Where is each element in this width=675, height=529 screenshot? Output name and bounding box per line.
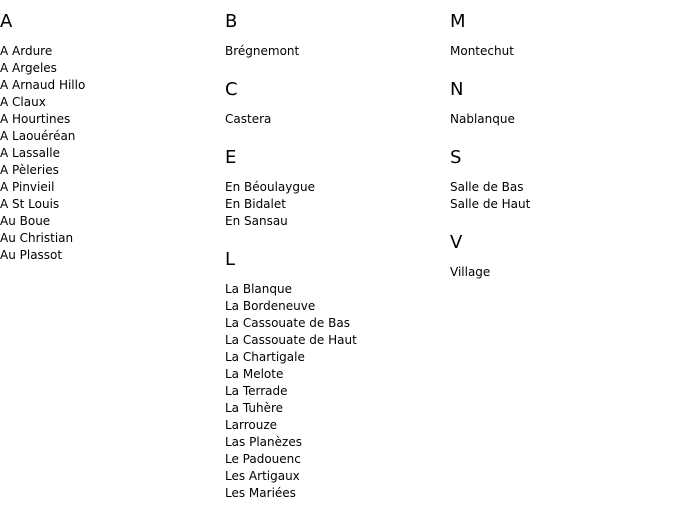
place-list-item [225, 43, 445, 60]
place-link-montechut[interactable]: Montechut [450, 44, 514, 58]
place-link-en-beoulaygue[interactable]: En Béoulaygue [225, 180, 315, 194]
place-list-item [0, 230, 220, 247]
place-link-nablanque[interactable]: Nablanque [450, 112, 515, 126]
place-list [225, 43, 445, 60]
place-link-larrouze[interactable]: Larrouze [225, 418, 278, 432]
place-link-village[interactable]: Village [450, 265, 491, 279]
place-list [225, 179, 445, 230]
index-column-3 [450, 9, 670, 298]
place-list-item [225, 213, 445, 230]
place-list-item [225, 417, 445, 434]
letter-group-s [450, 145, 670, 213]
place-list-item [225, 434, 445, 451]
place-link-la-cassouate-de-haut[interactable]: La Cassouate de Haut [225, 333, 357, 347]
letter-group-b [225, 9, 445, 60]
place-list-item [225, 196, 445, 213]
place-list [450, 264, 670, 281]
place-link-a-ardure[interactable]: A Ardure [0, 44, 53, 58]
place-list-item [0, 128, 220, 145]
letter-group-m [450, 9, 670, 60]
place-link-las-planezes[interactable]: Las Planèzes [225, 435, 302, 449]
letter-heading: B [225, 11, 238, 32]
letter-group-l [225, 247, 445, 502]
place-link-castera[interactable]: Castera [225, 112, 272, 126]
place-link-a-claux[interactable]: A Claux [0, 95, 46, 109]
letter-group-n [450, 77, 670, 128]
place-list-item [225, 468, 445, 485]
place-list-item [450, 43, 670, 60]
place-link-a-arnaud-hillo[interactable]: A Arnaud Hillo [0, 78, 86, 92]
letter-group-v [450, 230, 670, 281]
letter-group-e [225, 145, 445, 230]
place-link-les-artigaux[interactable]: Les Artigaux [225, 469, 300, 483]
place-list-item [225, 332, 445, 349]
letter-group-c [225, 77, 445, 128]
place-link-au-plassot[interactable]: Au Plassot [0, 248, 63, 262]
letter-heading: V [450, 232, 463, 253]
place-list [450, 179, 670, 213]
place-list-item [0, 196, 220, 213]
place-list-item [225, 383, 445, 400]
place-link-la-bordeneuve[interactable]: La Bordeneuve [225, 299, 316, 313]
place-list-item [225, 400, 445, 417]
place-list-item [0, 179, 220, 196]
place-list-item [0, 77, 220, 94]
place-link-la-cassouate-de-bas[interactable]: La Cassouate de Bas [225, 316, 350, 330]
place-link-en-sansau[interactable]: En Sansau [225, 214, 288, 228]
place-list-item [0, 111, 220, 128]
place-list-item [450, 264, 670, 281]
place-list-item [450, 196, 670, 213]
place-link-la-blanque[interactable]: La Blanque [225, 282, 292, 296]
place-link-la-terrade[interactable]: La Terrade [225, 384, 288, 398]
place-list-item [225, 349, 445, 366]
place-list [0, 43, 220, 264]
place-list-item [0, 43, 220, 60]
letter-heading: M [450, 11, 466, 32]
place-link-la-melote[interactable]: La Melote [225, 367, 284, 381]
place-list [225, 281, 445, 502]
place-list [450, 43, 670, 60]
place-link-en-bidalet[interactable]: En Bidalet [225, 197, 286, 211]
index-column-1 [0, 9, 220, 281]
place-list-item [225, 111, 445, 128]
place-link-a-lassalle[interactable]: A Lassalle [0, 146, 60, 160]
letter-heading: N [450, 79, 464, 100]
place-list-item [0, 94, 220, 111]
place-list-item [225, 485, 445, 502]
letter-heading: A [0, 11, 13, 32]
place-list-item [0, 145, 220, 162]
place-list-item [0, 247, 220, 264]
place-link-au-boue[interactable]: Au Boue [0, 214, 51, 228]
place-list-item [225, 315, 445, 332]
place-list-item [0, 60, 220, 77]
place-link-a-argeles[interactable]: A Argeles [0, 61, 57, 75]
place-link-salle-de-bas[interactable]: Salle de Bas [450, 180, 524, 194]
place-list-item [225, 281, 445, 298]
place-link-au-christian[interactable]: Au Christian [0, 231, 74, 245]
letter-heading: E [225, 147, 237, 168]
letter-heading: L [225, 249, 236, 270]
place-list [450, 111, 670, 128]
place-link-a-pinvieil[interactable]: A Pinvieil [0, 180, 55, 194]
place-link-les-mariees[interactable]: Les Mariées [225, 486, 296, 500]
place-list-item [450, 111, 670, 128]
place-list [225, 111, 445, 128]
place-link-a-peleries[interactable]: A Pèleries [0, 163, 59, 177]
place-link-a-st-louis[interactable]: A St Louis [0, 197, 60, 211]
place-link-bregnemont[interactable]: Brégnemont [225, 44, 300, 58]
place-link-la-tuhere[interactable]: La Tuhère [225, 401, 284, 415]
place-list-item [225, 451, 445, 468]
place-list-item [0, 162, 220, 179]
place-list-item [0, 213, 220, 230]
place-list-item [450, 179, 670, 196]
letter-heading: S [450, 147, 462, 168]
place-link-salle-de-haut[interactable]: Salle de Haut [450, 197, 531, 211]
place-link-a-laouerean[interactable]: A Laouéréan [0, 129, 76, 143]
index-column-2 [225, 9, 445, 519]
place-link-a-hourtines[interactable]: A Hourtines [0, 112, 71, 126]
place-link-le-padouenc[interactable]: Le Padouenc [225, 452, 301, 466]
letter-group-a [0, 9, 220, 264]
place-list-item [225, 366, 445, 383]
place-link-la-chartigale[interactable]: La Chartigale [225, 350, 305, 364]
place-list-item [225, 298, 445, 315]
letter-heading: C [225, 79, 238, 100]
place-list-item [225, 179, 445, 196]
